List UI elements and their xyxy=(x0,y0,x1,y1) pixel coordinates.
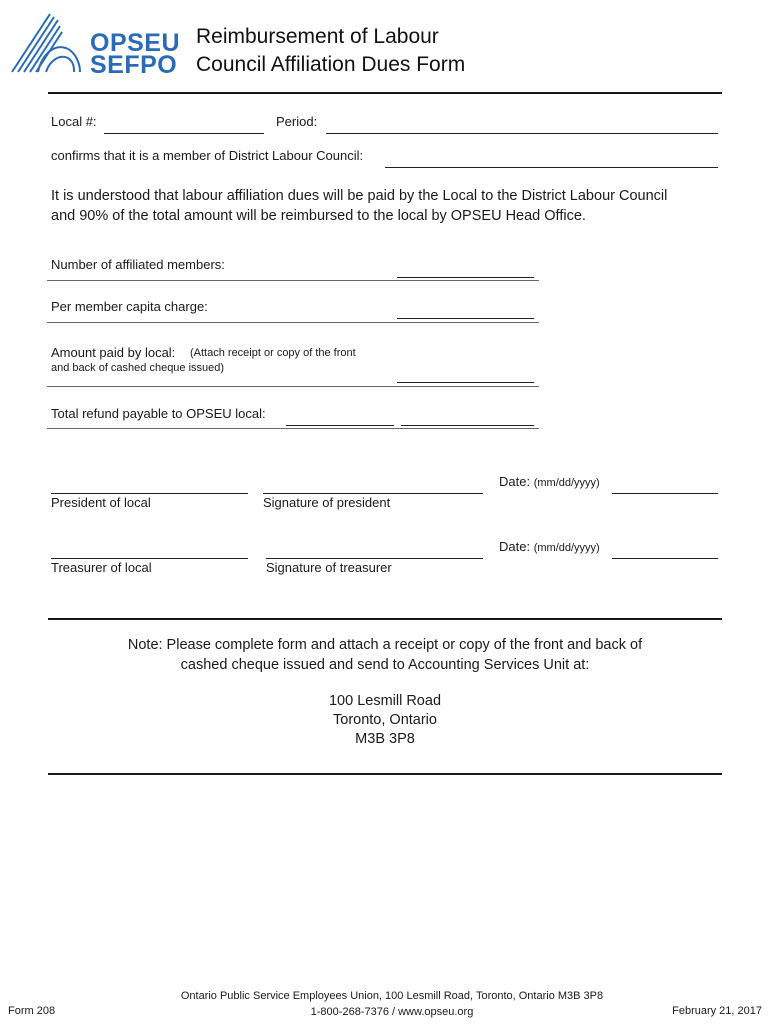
local-number-label: Local #: xyxy=(51,114,97,129)
date-format-hint: (mm/dd/yyyy) xyxy=(533,542,600,554)
note-line2: cashed cheque issued and send to Accounting Services Unit at: xyxy=(180,657,590,673)
confirms-label: confirms that it is a member of District Labour Council: xyxy=(51,148,364,163)
president-date-field[interactable] xyxy=(612,493,718,494)
president-signature-field[interactable] xyxy=(263,493,483,494)
affiliated-members-field[interactable] xyxy=(397,277,534,278)
statement-line1: It is understood that labour affiliation dues will be paid by the Local to the District Labour Council xyxy=(51,188,668,204)
address-line3: M3B 3P8 xyxy=(355,731,415,747)
treasurer-date-field[interactable] xyxy=(612,558,718,559)
form-number: Form 208 xyxy=(8,1005,56,1017)
row-divider xyxy=(47,386,539,387)
treasurer-signature-field[interactable] xyxy=(266,558,483,559)
footer-org-line1: Ontario Public Service Employees Union, 100 Lesmill Road, Toronto, Ontario M3B 3P8 xyxy=(180,990,604,1002)
affiliated-members-label: Number of affiliated members: xyxy=(51,257,225,272)
footer-org-line2: 1-800-268-7376 / www.opseu.org xyxy=(310,1006,474,1018)
total-refund-field-a[interactable] xyxy=(286,425,394,426)
capita-charge-label: Per member capita charge: xyxy=(51,299,208,314)
note-line1: Note: Please complete form and attach a receipt or copy of the front and back of xyxy=(127,637,643,653)
note-bottom-divider xyxy=(48,773,722,775)
logo-stripes-icon xyxy=(10,10,90,78)
district-labour-council-field[interactable] xyxy=(385,167,718,168)
opseu-logo xyxy=(10,10,181,79)
president-label: President of local xyxy=(51,495,151,510)
address-line2: Toronto, Ontario xyxy=(333,712,437,728)
header-divider xyxy=(48,92,722,94)
treasurer-label: Treasurer of local xyxy=(51,560,152,575)
amount-paid-label: Amount paid by local: xyxy=(51,345,176,360)
logo-text-sefpo: SEFPO xyxy=(90,51,178,79)
address-line1: 100 Lesmill Road xyxy=(328,693,442,709)
total-refund-label: Total refund payable to OPSEU local: xyxy=(51,406,266,421)
row-divider xyxy=(47,428,539,429)
amount-paid-note-2: and back of cashed cheque issued) xyxy=(51,362,225,374)
president-date-label xyxy=(499,474,600,489)
amount-paid-field[interactable] xyxy=(397,382,534,383)
president-name-field[interactable] xyxy=(51,493,248,494)
total-refund-field-b[interactable] xyxy=(401,425,534,426)
amount-paid-note-1: (Attach receipt or copy of the front xyxy=(190,347,356,359)
date-label: Date: xyxy=(499,474,531,489)
row-divider xyxy=(47,280,539,281)
logo-text-opseu: OPSEU xyxy=(90,29,181,57)
treasurer-signature-label: Signature of treasurer xyxy=(266,560,392,575)
statement-line2: and 90% of the total amount will be reimbursed to the local by OPSEU Head Office. xyxy=(51,208,586,224)
form-title-line1: Reimbursement of Labour xyxy=(196,25,439,48)
local-number-field[interactable] xyxy=(104,133,264,134)
row-divider xyxy=(47,322,539,323)
period-field[interactable] xyxy=(326,133,718,134)
date-format-hint: (mm/dd/yyyy) xyxy=(533,477,600,489)
president-signature-label: Signature of president xyxy=(263,495,391,510)
period-label: Period: xyxy=(276,114,318,129)
form-title-line2: Council Affiliation Dues Form xyxy=(196,53,466,76)
capita-charge-field[interactable] xyxy=(397,318,534,319)
treasurer-name-field[interactable] xyxy=(51,558,248,559)
treasurer-date-label xyxy=(499,539,600,554)
footer-date: February 21, 2017 xyxy=(672,1005,762,1017)
date-label: Date: xyxy=(499,539,531,554)
note-top-divider xyxy=(48,618,722,620)
